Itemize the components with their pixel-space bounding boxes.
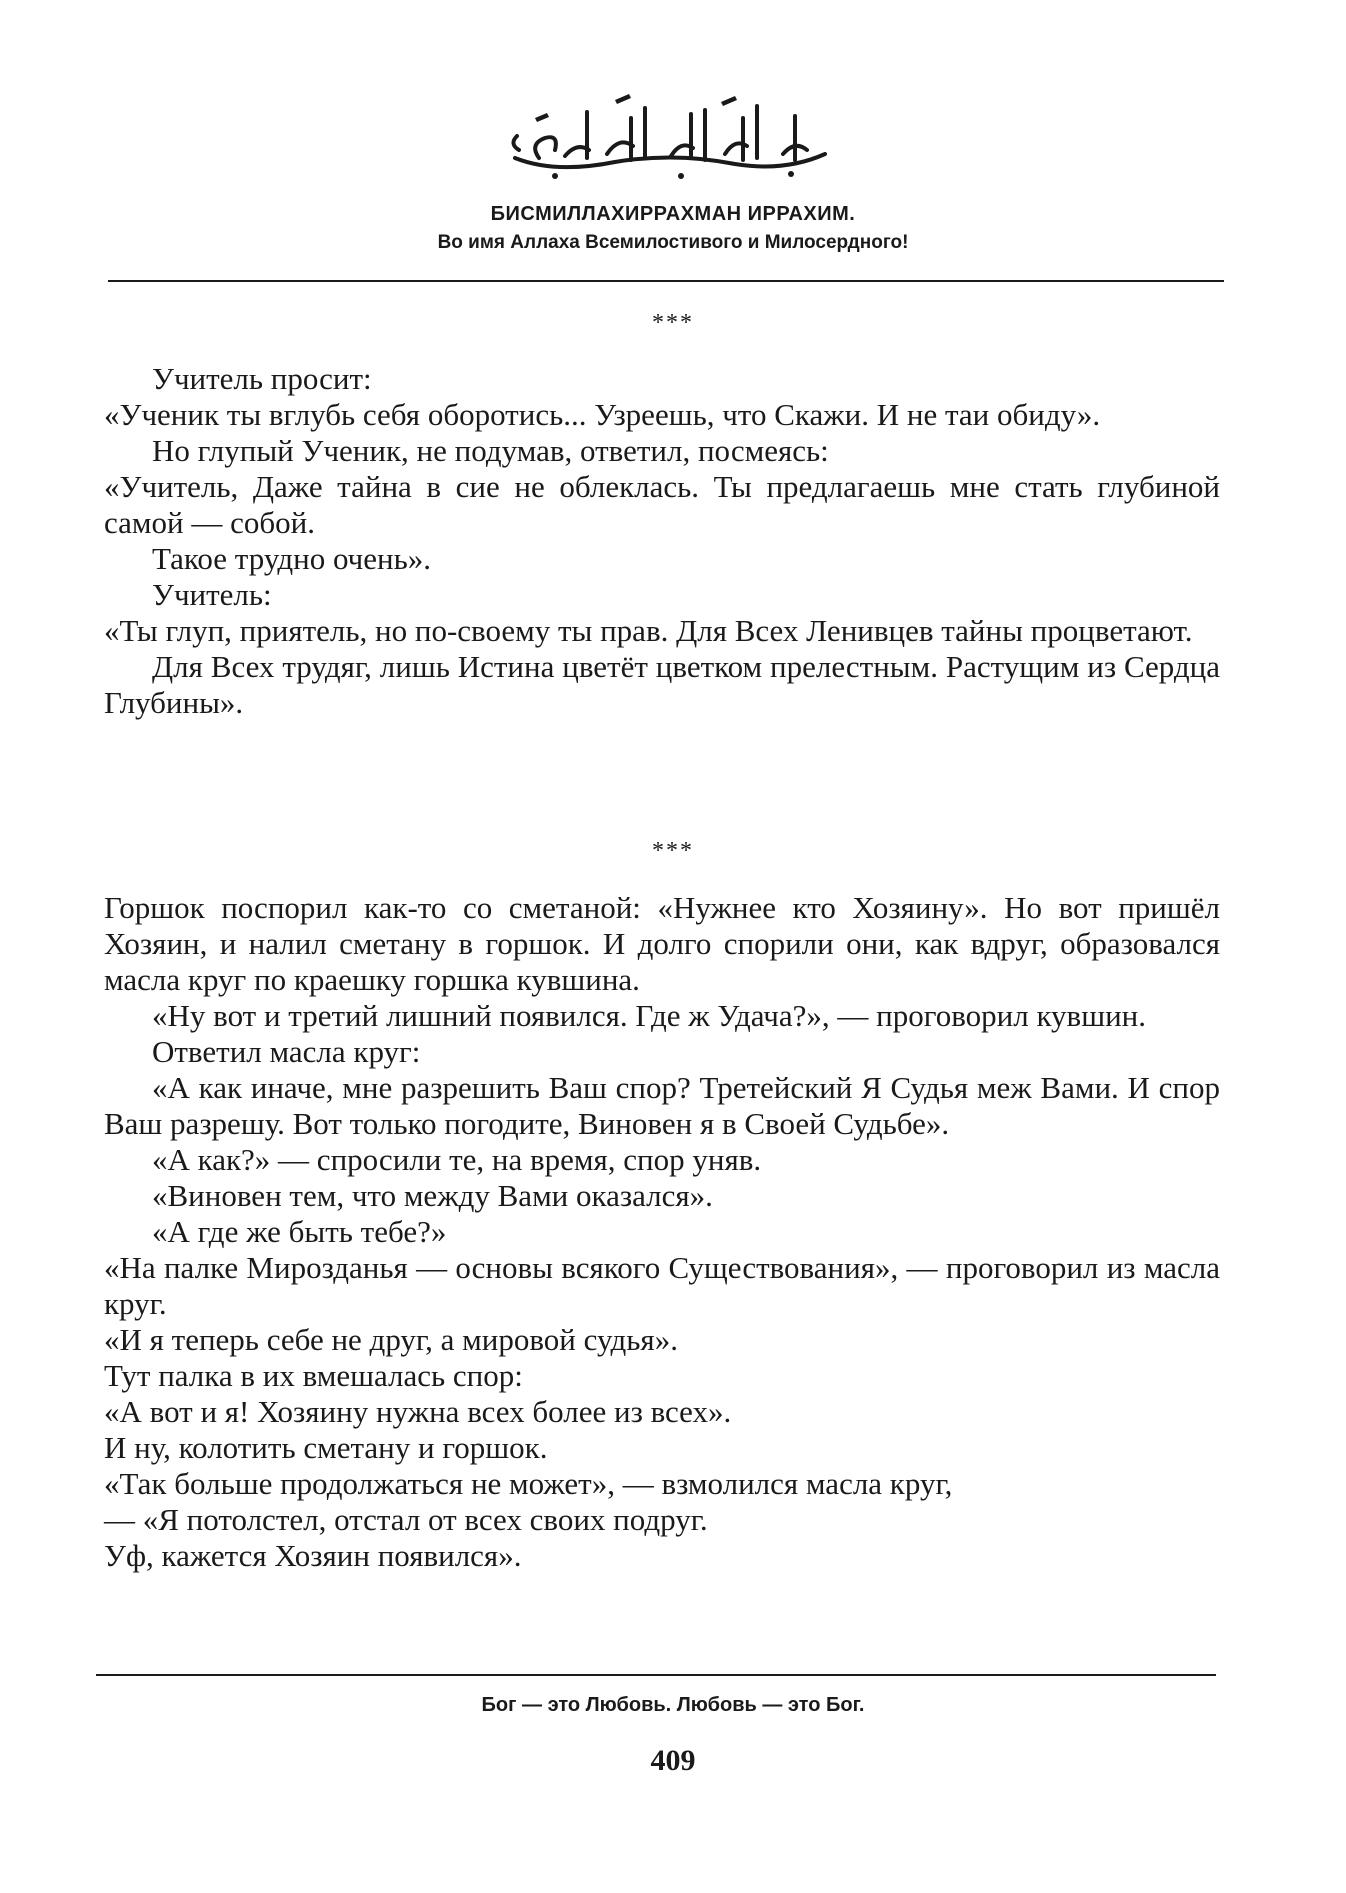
paragraph: «А как иначе, мне разрешить Ваш спор? Третейский Я Судья меж Вами. И спор Ваш разрешу. Вот только погодите, Виновен я в Своей Судьбе». bbox=[104, 1070, 1220, 1141]
paragraph: Горшок поспорил как-то со сметаной: «Нужнее кто Хозяину». Но вот пришёл Хозяин, и налил сметану в горшок. И долго спорили они, как вдруг, образовался масла круг по краешку горшка кувшина. bbox=[104, 890, 1220, 997]
paragraph: «Учитель, Даже тайна в сие не облеклась. Ты предлагаешь мне стать глубиной самой — собой. bbox=[104, 469, 1220, 540]
paragraph: Для Всех трудяг, лишь Истина цветёт цветком прелестным. Растущим из Сердца Глубины». bbox=[104, 649, 1220, 720]
paragraph: Ответил масла круг: bbox=[152, 1034, 421, 1069]
paragraph: «На палке Мирозданья — основы всякого Существования», — проговорил из масла круг. bbox=[104, 1250, 1220, 1321]
paragraph: Уф, кажется Хозяин появился». bbox=[104, 1538, 522, 1573]
paragraph: И ну, колотить сметану и горшок. bbox=[104, 1430, 548, 1465]
paragraph: Такое трудно очень». bbox=[152, 541, 431, 576]
bismillah-calligraphy bbox=[495, 88, 840, 183]
paragraph: Учитель: bbox=[152, 577, 272, 612]
paragraph: «А вот и я! Хозяину нужна всех более из всех». bbox=[104, 1394, 732, 1429]
section-1-text bbox=[104, 361, 1220, 721]
footer-rule bbox=[96, 1674, 1216, 1676]
header-subtitle: Во имя Аллаха Всемилостивого и Милосердного! bbox=[437, 232, 909, 253]
header-rule bbox=[108, 280, 1224, 282]
section-2-text bbox=[104, 890, 1220, 1574]
footer-motto: Бог — это Любовь. Любовь — это Бог. bbox=[481, 1694, 865, 1716]
section-separator-1: *** bbox=[652, 310, 694, 336]
paragraph: Тут палка в их вмешалась спор: bbox=[104, 1358, 523, 1393]
paragraph: «А как?» — спросили те, на время, спор уняв. bbox=[152, 1142, 762, 1177]
paragraph: «А где же быть тебе?» bbox=[152, 1214, 447, 1249]
paragraph: «Так больше продолжаться не может», — взмолился масла круг, bbox=[104, 1466, 953, 1501]
paragraph: «Ну вот и третий лишний появился. Где ж Удача?», — проговорил кувшин. bbox=[152, 998, 1146, 1033]
paragraph: «Виновен тем, что между Вами оказался». bbox=[152, 1178, 713, 1213]
paragraph: Учитель просит: bbox=[152, 361, 372, 396]
header-title: БИСМИЛЛАХИРРАХМАН ИРРАХИМ. bbox=[490, 203, 856, 225]
paragraph: «Ученик ты вглубь себя оборотись... Узреешь, что Скажи. И не таи обиду». bbox=[104, 397, 1101, 432]
page-number: 409 bbox=[650, 1744, 696, 1777]
paragraph: «Ты глуп, приятель, но по-своему ты прав. Для Всех Ленивцев тайны процветают. bbox=[104, 613, 1193, 648]
paragraph: — «Я потолстел, отстал от всех своих подруг. bbox=[104, 1502, 708, 1537]
section-separator-2: *** bbox=[652, 838, 694, 864]
paragraph: Но глупый Ученик, не подумав, ответил, посмеясь: bbox=[152, 433, 829, 468]
paragraph: «И я теперь себе не друг, а мировой судья». bbox=[104, 1322, 678, 1357]
